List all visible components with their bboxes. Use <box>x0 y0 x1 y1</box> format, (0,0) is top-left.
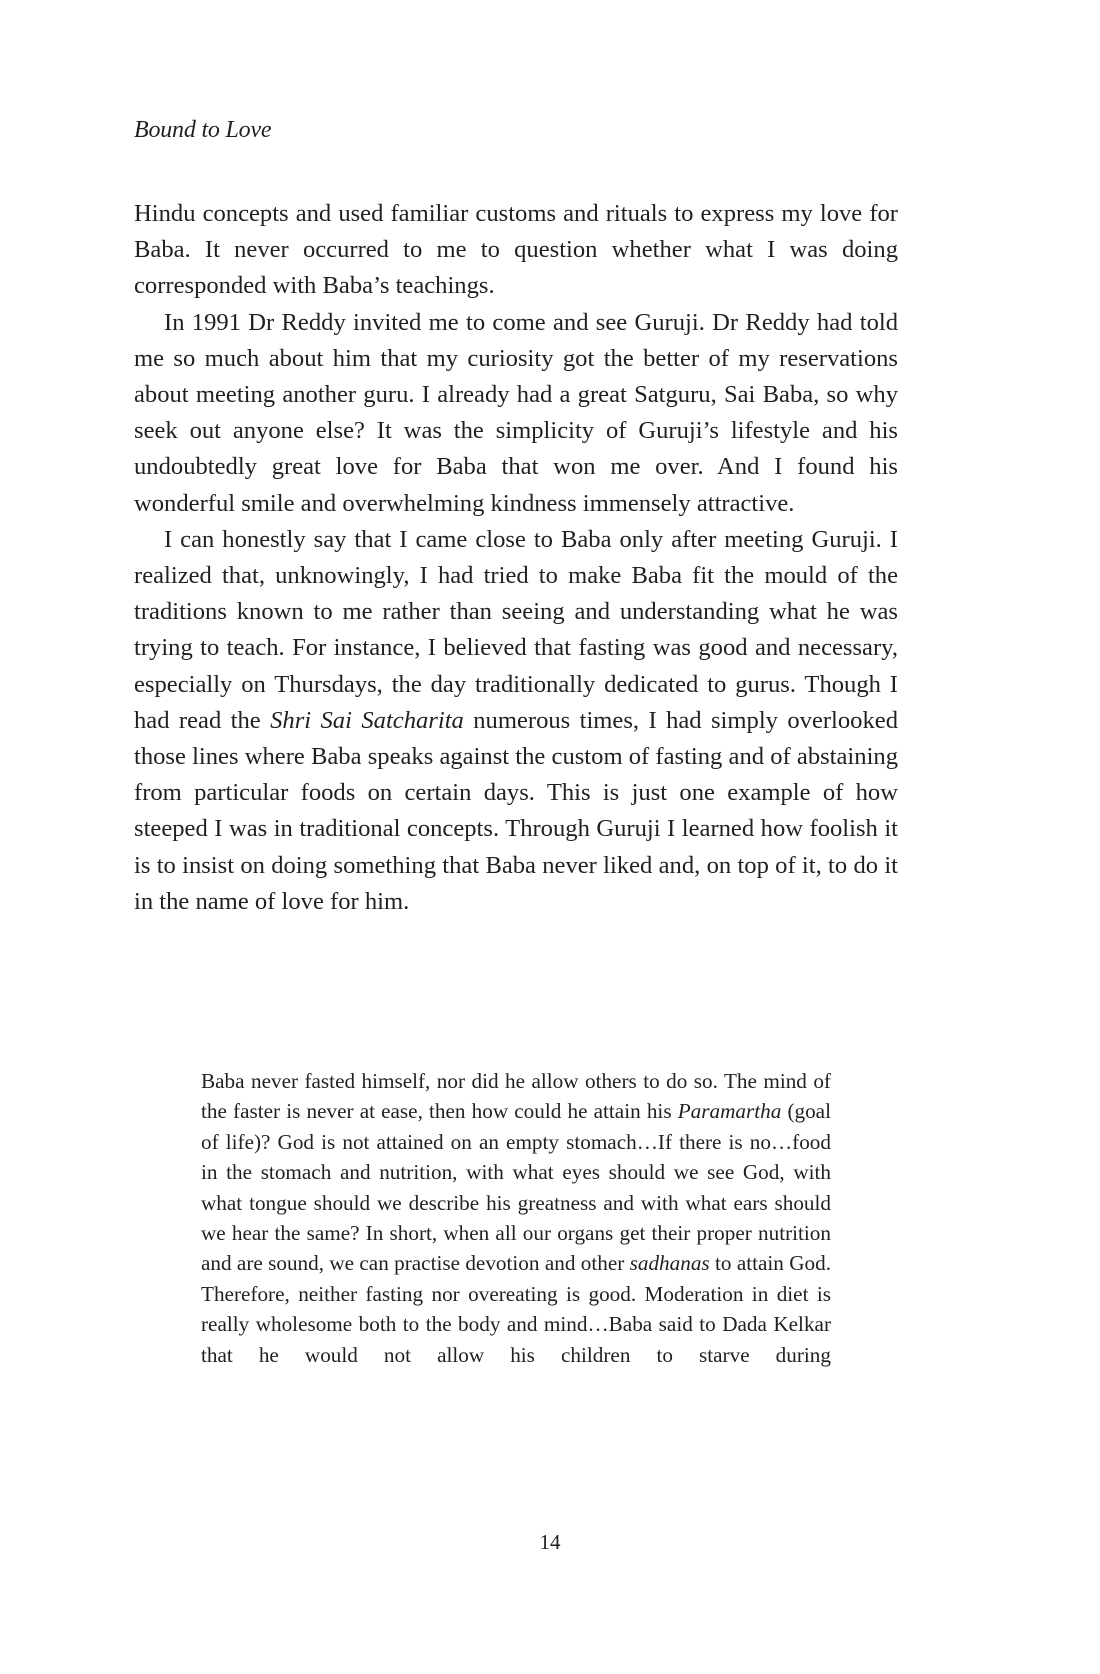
paragraph-text-span: I can honestly say that I came close to Baba only after meeting Guruji. I realized that, unknowingly, I had tried to make Baba fit the mould of the traditions known to me rather than seeing and understanding what he was trying to teach. For instance, I believed that fasting was good and necessary, especially on Thursdays, the day traditionally dedicated to gurus. Though I had read the <box>134 525 898 734</box>
page-number: 14 <box>539 1530 561 1554</box>
block-quote <box>201 1066 831 1370</box>
quote-text-span: (goal of life)? God is not attained on an empty stomach…If there is no…food in the stomach and nutrition, with what eyes should we see God, with what tongue should we describe his greatness and with what ears should we hear the same? In short, when all our organs get their proper nutrition and are sound, we can practise devotion and other <box>201 1099 831 1276</box>
block-quote-text <box>201 1066 831 1370</box>
paragraph-text-span: In 1991 Dr Reddy invited me to come and see Guruji. Dr Reddy had told me so much about him that my curiosity got the better of my reservations about meeting another guru. I already had a great Satguru, Sai Baba, so why seek out anyone else? It was the simplicity of Guruji’s lifestyle and his undoubtedly great love for Baba that won me over. And I found his wonderful smile and overwhelming kindness immensely attractive. <box>134 308 898 517</box>
paragraph-text-span: numerous times, I had simply overlooked those lines where Baba speaks against the custom of fasting and of abstaining from particular foods on certain days. This is just one example of how steeped I was in traditional concepts. Through Guruji I learned how foolish it is to insist on doing something that Baba never liked and, on top of it, to do it in the name of love for him. <box>134 706 898 915</box>
paragraph-3 <box>134 522 898 920</box>
quote-text-italic-span: sadhanas <box>629 1251 710 1276</box>
paragraph-text-span: Hindu concepts and used familiar customs and rituals to express my love for Baba. It never occurred to me to question whether what I was doing corresponded with Baba’s teachings. <box>134 200 898 300</box>
quote-text-span: Baba never fasted himself, nor did he allow others to do so. The mind of the faster is never at ease, then how could he attain his <box>201 1069 831 1124</box>
quote-text-span: to attain God. Therefore, neither fasting nor overeating is good. Moderation in diet is really wholesome both to the body and mind…Baba said to Dada Kelkar that he would not allow his children to starve during <box>201 1251 831 1367</box>
body-text <box>134 196 898 920</box>
paragraph-1 <box>134 196 898 305</box>
running-head: Bound to Love <box>134 117 272 143</box>
paragraph-text-italic-span: Shri Sai Satcharita <box>270 706 464 734</box>
quote-text-italic-span: Paramartha <box>677 1099 782 1124</box>
paragraph-2 <box>134 305 898 522</box>
